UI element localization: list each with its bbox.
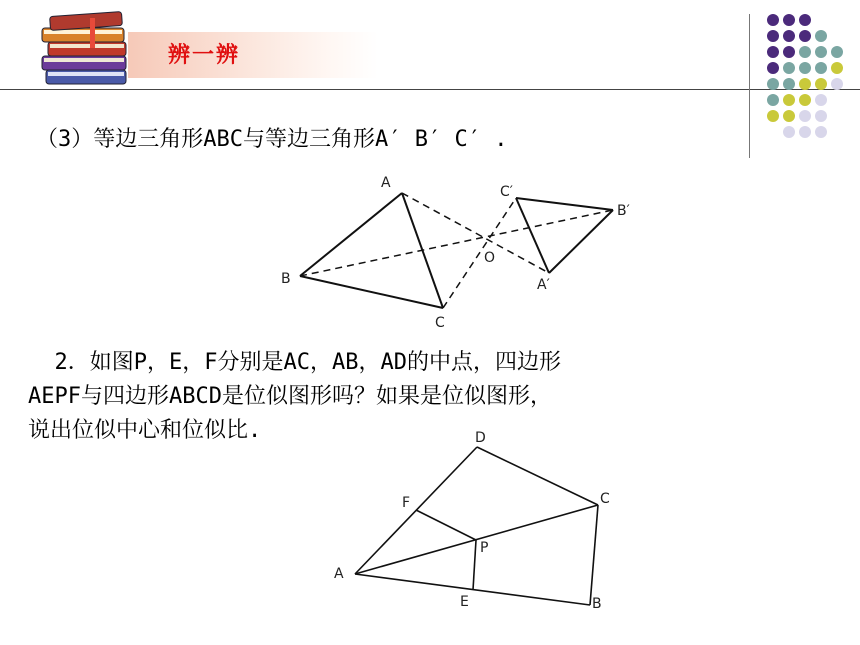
section-title: 辨一辨 [168, 43, 241, 68]
figure-triangles [270, 170, 650, 335]
label-o: O [484, 250, 496, 266]
label-c: C [435, 315, 445, 331]
dashed-connectors [300, 193, 613, 308]
problem-2-line-1: 2．如图P，E，F分别是AC，AB，AD的中点，四边形 [28, 350, 561, 375]
dot-row-5 [767, 78, 843, 90]
label-d: D [475, 430, 486, 446]
dot-row-7 [767, 110, 827, 122]
quadrilateral-aepf [416, 510, 476, 590]
label-b-prime: B′ [617, 203, 630, 219]
dot-row-2 [767, 30, 827, 42]
quadrilateral-abcd [355, 447, 598, 605]
label-a: A [334, 566, 344, 582]
dot-row-4 [767, 62, 843, 74]
triangle-a2b2c2 [516, 198, 613, 273]
label-c: C [600, 491, 610, 507]
figure-quadrilateral [325, 425, 625, 620]
problem-2-line-3: 说出位似中心和位似比. [28, 418, 262, 443]
dot-row-3 [767, 46, 843, 58]
problem-2-line-2: AEPF与四边形ABCD是位似图形吗？如果是位似图形， [28, 384, 552, 409]
problem-3-text: （3）等边三角形ABC与等边三角形A′ B′ C′ . [36, 127, 508, 152]
dot-row-8 [783, 126, 827, 138]
dot-row-1 [767, 14, 811, 26]
label-b: B [281, 271, 291, 287]
label-f: F [402, 495, 411, 511]
label-a-prime: A′ [537, 277, 550, 293]
label-c-prime: C′ [500, 184, 513, 200]
label-p: P [480, 540, 489, 556]
label-b: B [592, 596, 602, 612]
dot-row-6 [767, 94, 827, 106]
label-a: A [381, 175, 391, 191]
label-e: E [460, 594, 469, 610]
